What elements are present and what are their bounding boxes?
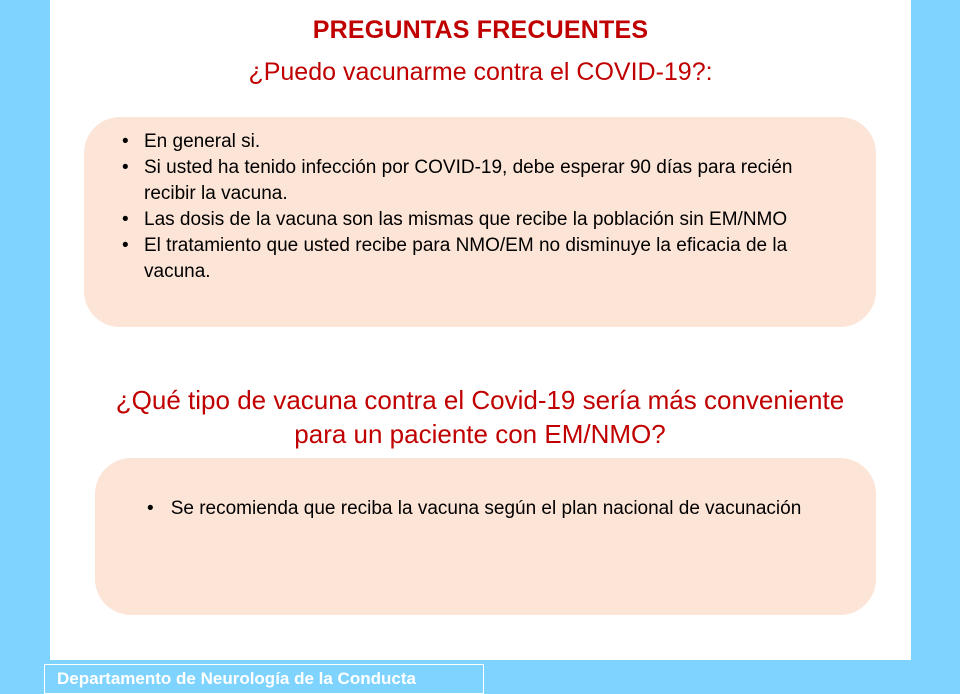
answer-list-vaccine-type bbox=[143, 496, 803, 522]
answer-box-vaccine-type bbox=[95, 458, 876, 615]
answer-list-eligibility bbox=[118, 129, 818, 285]
question-vaccine-type: ¿Qué tipo de vacuna contra el Covid-19 sería más conveniente para un paciente con EM/NMO? bbox=[115, 385, 845, 449]
list-item: • Las dosis de la vacuna son las mismas que recibe la población sin EM/NMO bbox=[118, 207, 818, 233]
content-panel bbox=[50, 0, 911, 660]
answer-box-eligibility bbox=[84, 117, 876, 327]
list-item: • Si usted ha tenido infección por COVID-19, debe esperar 90 días para recién recibir la vacuna. bbox=[118, 155, 818, 207]
page-title: PREGUNTAS FRECUENTES bbox=[312, 16, 649, 44]
question-vaccination-eligibility: ¿Puedo vacunarme contra el COVID-19?: bbox=[248, 58, 713, 86]
list-item: • El tratamiento que usted recibe para NMO/EM no disminuye la eficacia de la vacuna. bbox=[118, 233, 818, 285]
list-item: • En general si. bbox=[118, 129, 818, 155]
list-item: • Se recomienda que reciba la vacuna según el plan nacional de vacunación bbox=[143, 496, 803, 522]
footer-department-label: Departamento de Neurología de la Conducta bbox=[44, 664, 484, 694]
